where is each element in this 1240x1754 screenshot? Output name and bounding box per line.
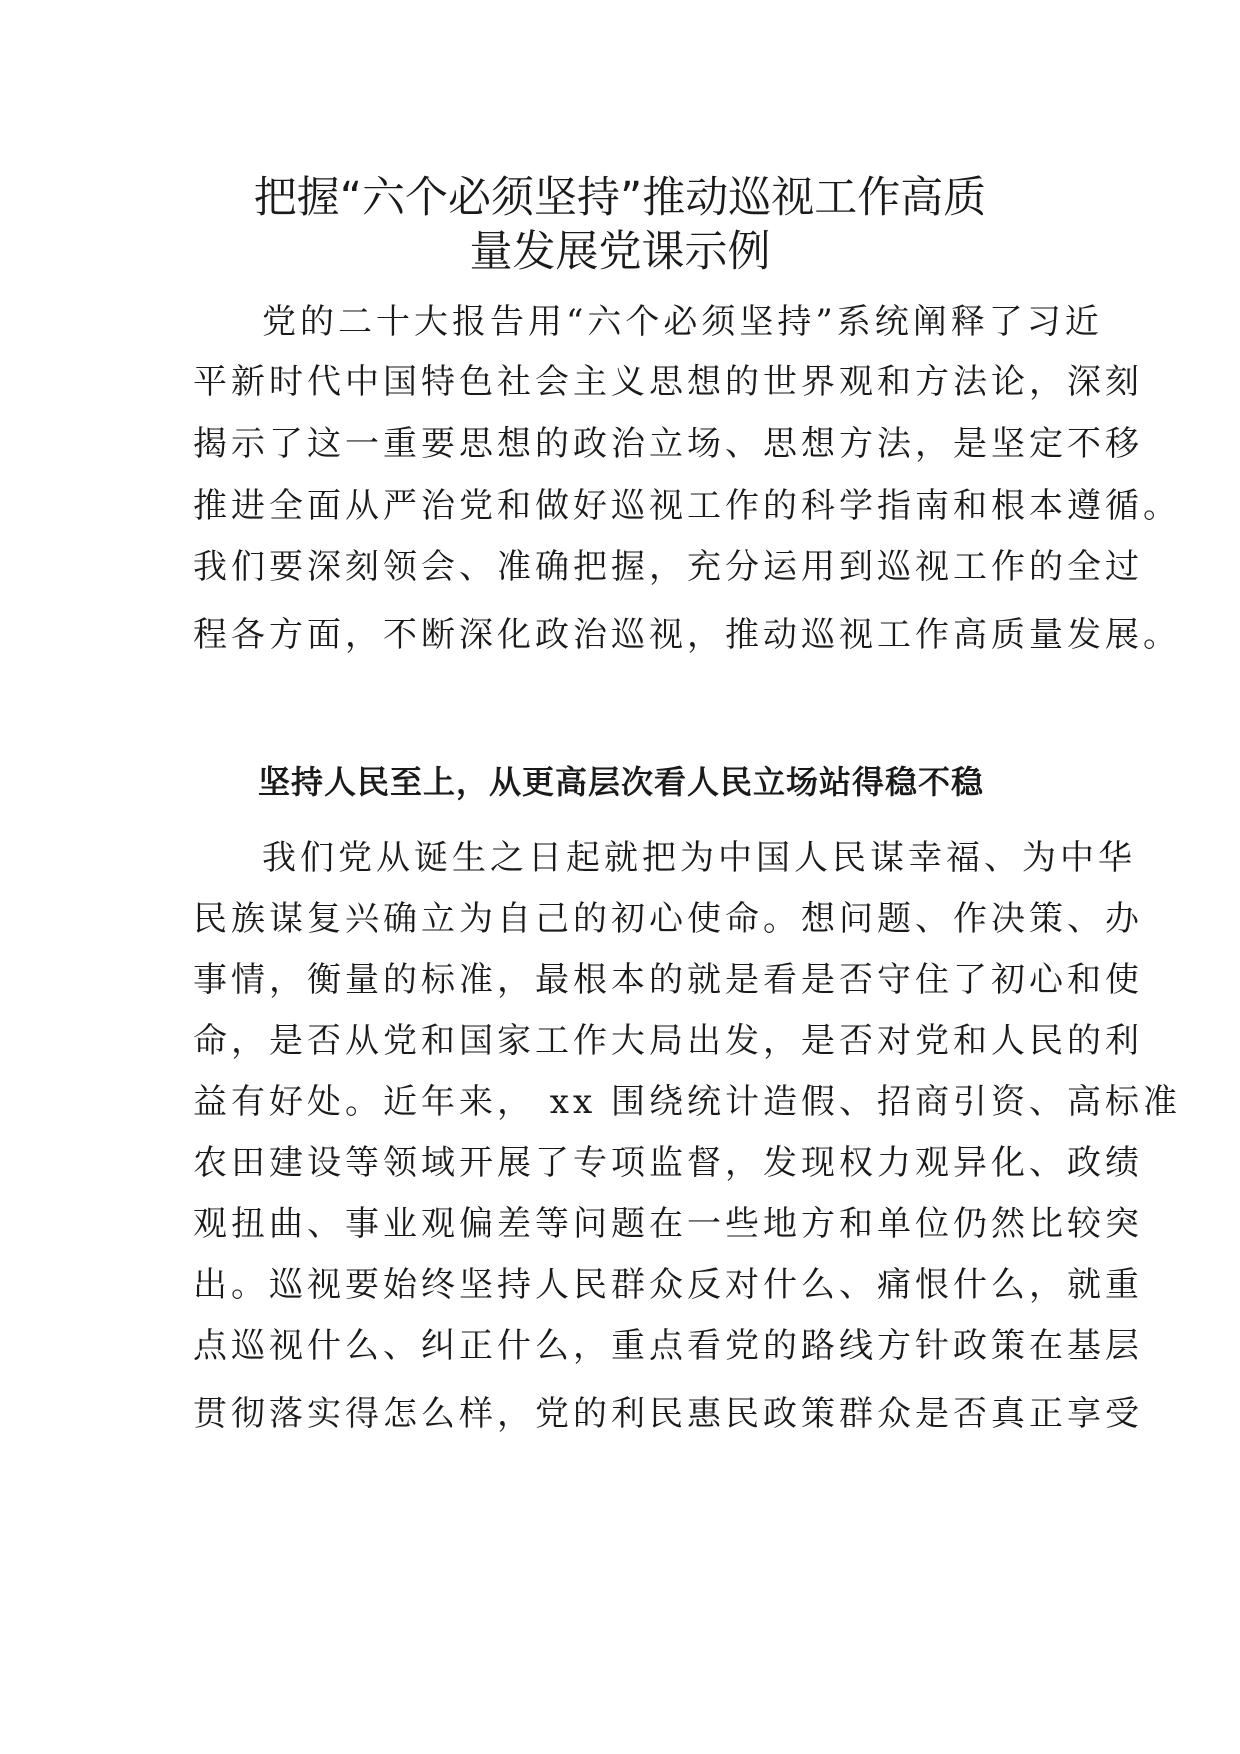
body-line-1: 我们党从诞生之日起就把为中国人民谋幸福、为中华 [262,838,1136,878]
body-line-5: 益有好处。近年来， xx 围绕统计造假、招商引资、高标准 [193,1082,1181,1122]
body-line-8: 出。巡视要始终坚持人民群众反对什么、痛恨什么，就重 [193,1265,1143,1305]
body-line-9: 点巡视什么、纠正什么，重点看党的路线方针政策在基层 [193,1326,1143,1366]
intro-line-2: 平新时代中国特色社会主义思想的世界观和方法论，深刻 [193,362,1143,402]
document-title-line-2: 量发展党课示例 [469,227,771,277]
body-line-4: 命，是否从党和国家工作大局出发，是否对党和人民的利 [193,1021,1143,1061]
intro-line-6: 程各方面，不断深化政治巡视，推动巡视工作高质量发展。 [193,615,1181,655]
intro-line-1: 党的二十大报告用“六个必须坚持”系统阐释了习近 [262,302,1103,342]
section-heading: 坚持人民至上，从更高层次看人民立场站得稳不稳 [258,763,985,801]
body-line-2: 民族谋复兴确立为自己的初心使命。想问题、作决策、办 [193,899,1143,939]
body-line-7: 观扭曲、事业观偏差等问题在一些地方和单位仍然比较突 [193,1204,1143,1244]
body-line-10: 贯彻落实得怎么样，党的利民惠民政策群众是否真正享受 [193,1394,1143,1434]
intro-line-3: 揭示了这一重要思想的政治立场、思想方法，是坚定不移 [193,424,1143,464]
intro-line-4: 推进全面从严治党和做好巡视工作的科学指南和根本遵循。 [193,486,1181,526]
body-line-6: 农田建设等领域开展了专项监督，发现权力观异化、政绩 [193,1143,1143,1183]
intro-line-5: 我们要深刻领会、准确把握，充分运用到巡视工作的全过 [193,547,1143,587]
body-line-3: 事情，衡量的标准，最根本的就是看是否守住了初心和使 [193,960,1143,1000]
document-title-line-1: 把握“六个必须坚持”推动巡视工作高质 [253,173,987,223]
